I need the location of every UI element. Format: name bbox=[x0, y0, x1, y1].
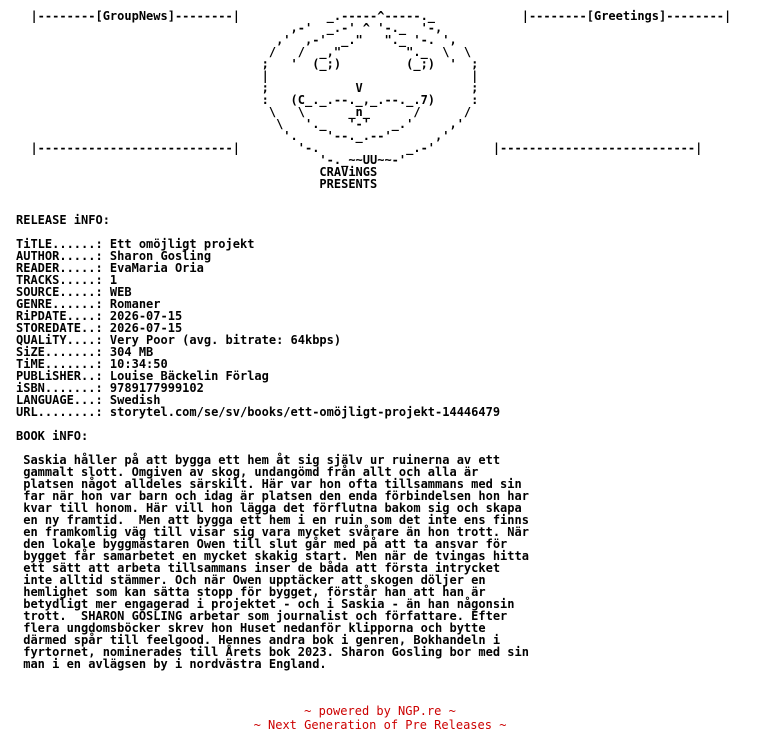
footer bbox=[0, 704, 760, 732]
nfo-text: |--------[GroupNews]--------| _.-----^-----._ |--------[Greetings]--------| ,-' _.-' ^ '-._ '-, ,' ,-' _." "._ '-. ', / / _," "._ \ \ ; ' (_;) (_;) ' ; | | ; V ; : (C_._.--._,_.--._.7) : \ \ _n_ / / \ '._ '-' _.' ,' '. '--._.--' ,' |---------------------------| '-. _.-' |---------------------------| '-._~~UU~~-' CRAViNGS PRESENTS RELEASE iNFO: TiTLE......: Ett omöjligt projekt AUTHOR.....: Sharon Gosling READER.....: EvaMaria Oria TRACKS.....: 1 SOURCE.....: WEB GENRE......: Romaner RiPDATE....: 2026-07-15 STOREDATE..: 2026-07-15 QUALiTY....: Very Poor (avg. bitrate: 64kbps) SiZE.......: 304 MB TiME.......: 10:34:50 PUBLiSHER..: Louise Bäckelin Förlag iSBN.......: 9789177999102 LANGUAGE...: Swedish URL........: storytel.com/se/sv/books/ett-omöjligt-projekt-14446479 BOOK iNFO: Saskia håller på att bygga ett hem åt sig själv ur ruinerna av ett gammalt slott. Omgiven av skog, undangömd från allt och alla är platsen något alldeles särskilt. Här var hon ofta tillsammans med sin far när hon var barn och idag är platsen den enda förbindelsen hon har kvar till honom. Här vill hon lägga det förflutna bakom sig och skapa en ny framtid. Men att bygga ett hem i en ruin som det inte ens finns en framkomlig väg till visar sig vara mycket svårare än hon trott. När den lokale byggmästaren Owen till slut går med på att ta ansvar för bygget får samarbetet en mycket skakig start. Men när de tvingas hitta ett sätt att arbeta tillsammans inser de båda att första intrycket inte alltid stämmer. Och när Owen upptäcker att skogen döljer en hemlighet som kan sätta stopp för bygget, förstår han att han är betydligt mer engagerad i projektet - och i Saskia - än han någonsin trott. SHARON GOSLING arbetar som journalist och författare. Efter flera ungdomsböcker skrev hon Huset nedanför klipporna och bytte därmed spår till feelgood. Hennes andra bok i genren, Bokhandeln i fyrtornet, nominerades till Årets bok 2023. Sharon Gosling bor med sin man i en avlägsen by i nordvästra England. bbox=[16, 9, 732, 671]
footer-powered-by: ~ powered by NGP.re ~ bbox=[304, 704, 456, 718]
footer-tagline: ~ Next Generation of Pre Releases ~ bbox=[253, 718, 507, 732]
